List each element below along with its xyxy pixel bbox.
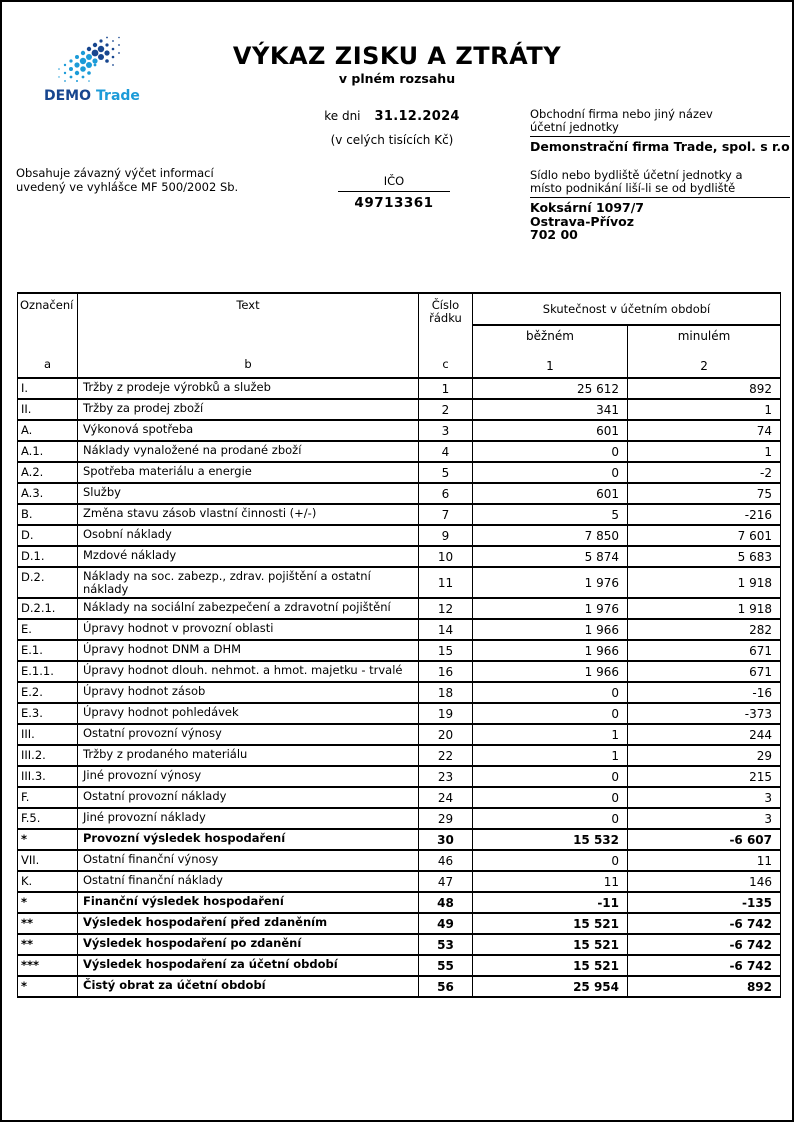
table-body [18,378,781,997]
table-row [18,871,781,892]
cell-line-number: 2 [419,399,473,420]
cell-designation: K. [18,871,78,892]
cell-current-period: 0 [473,703,628,724]
header-text-letter: b [244,357,252,371]
cell-designation: * [18,829,78,850]
cell-current-period: 0 [473,462,628,483]
cell-text: Ostatní provozní náklady [78,787,419,808]
header-designation-letter: a [43,357,52,371]
table-row [18,976,781,997]
header-previous-label: minulém [677,329,731,343]
cell-line-number: 12 [419,598,473,619]
cell-text: Úpravy hodnot v provozní oblasti [78,619,419,640]
cell-current-period: 11 [473,871,628,892]
cell-previous-period: 7 601 [628,525,781,546]
cell-previous-period: 146 [628,871,781,892]
address-lines [530,201,790,242]
cell-text: Výkonová spotřeba [78,420,419,441]
table-header [18,293,781,378]
cell-text: Tržby za prodej zboží [78,399,419,420]
cell-line-number: 19 [419,703,473,724]
cell-text: Výsledek hospodaření před zdaněním [78,913,419,934]
header-text-label: Text [236,298,260,312]
company-field [530,108,790,154]
cell-designation: * [18,892,78,913]
table-row [18,682,781,703]
cell-designation: III.3. [18,766,78,787]
cell-previous-period: -6 742 [628,934,781,955]
cell-previous-period: -2 [628,462,781,483]
cell-line-number: 53 [419,934,473,955]
table-row [18,483,781,504]
cell-text: Úpravy hodnot zásob [78,682,419,703]
cell-text: Jiné provozní výnosy [78,766,419,787]
cell-line-number: 15 [419,640,473,661]
company-label-line1: Obchodní firma nebo jiný název [530,107,713,121]
cell-current-period: 25 954 [473,976,628,997]
cell-current-period: 15 521 [473,934,628,955]
cell-current-period: 15 532 [473,829,628,850]
cell-line-number: 14 [419,619,473,640]
entity-info [530,108,790,242]
company-rule [530,136,790,137]
cell-designation: *** [18,955,78,976]
cell-current-period: 7 850 [473,525,628,546]
cell-current-period: 5 [473,504,628,525]
ico-block [338,174,450,211]
cell-line-number: 5 [419,462,473,483]
ico-label: IČO [338,174,450,192]
report-date-block [302,105,482,147]
header-designation [18,293,78,378]
cell-text: Spotřeba materiálu a energie [78,462,419,483]
cell-text: Výsledek hospodaření po zdanění [78,934,419,955]
cell-current-period: 1 966 [473,619,628,640]
logo-trade-text: Trade [96,88,140,104]
cell-current-period: 25 612 [473,378,628,399]
cell-previous-period: 671 [628,640,781,661]
cell-current-period: 0 [473,766,628,787]
cell-designation: II. [18,399,78,420]
table-row [18,640,781,661]
address-rule [530,197,790,198]
cell-previous-period: 282 [628,619,781,640]
cell-text: Úpravy hodnot DNM a DHM [78,640,419,661]
cell-designation: ** [18,934,78,955]
logo-wordmark [44,88,174,104]
header-previous-period [628,325,781,378]
cell-current-period: 341 [473,399,628,420]
cell-text: Tržby z prodeje výrobků a služeb [78,378,419,399]
cell-current-period: 1 976 [473,598,628,619]
cell-line-number: 6 [419,483,473,504]
header-current-number: 1 [546,359,554,373]
cell-line-number: 9 [419,525,473,546]
cell-current-period: 1 966 [473,640,628,661]
cell-designation: E.1. [18,640,78,661]
cell-designation: A.3. [18,483,78,504]
cell-designation: F.5. [18,808,78,829]
header-line-number-letter: c [442,357,449,371]
document-title: VÝKAZ ZISKU A ZTRÁTY [232,42,562,70]
cell-text: Jiné provozní náklady [78,808,419,829]
cell-designation: D.2. [18,567,78,598]
cell-line-number: 1 [419,378,473,399]
cell-current-period: 1 976 [473,567,628,598]
address-label-line1: Sídlo nebo bydliště účetní jednotky a [530,168,743,182]
cell-text: Úpravy hodnot dlouh. nehmot. a hmot. majetku - trvalé [78,661,419,682]
cell-previous-period: -6 742 [628,913,781,934]
cell-text: Náklady na sociální zabezpečení a zdravotní pojištění [78,598,419,619]
cell-designation: B. [18,504,78,525]
statutory-note-line2: uvedený ve vyhlášce MF 500/2002 Sb. [16,179,239,194]
cell-previous-period: 215 [628,766,781,787]
cell-previous-period: 1 [628,399,781,420]
statutory-note [16,167,238,194]
cell-designation: I. [18,378,78,399]
address-field [530,169,790,242]
cell-current-period: 5 874 [473,546,628,567]
cell-designation: III. [18,724,78,745]
cell-line-number: 16 [419,661,473,682]
cell-previous-period: 1 918 [628,598,781,619]
cell-text: Osobní náklady [78,525,419,546]
as-of-line [302,105,482,124]
table-row [18,913,781,934]
cell-current-period: 0 [473,808,628,829]
units-note: (v celých tisících Kč) [330,133,454,147]
cell-line-number: 20 [419,724,473,745]
cell-designation: ** [18,913,78,934]
cell-previous-period: 5 683 [628,546,781,567]
table-row [18,829,781,850]
cell-text: Výsledek hospodaření za účetní období [78,955,419,976]
cell-previous-period: 244 [628,724,781,745]
cell-line-number: 47 [419,871,473,892]
cell-previous-period: 74 [628,420,781,441]
cell-designation: E.3. [18,703,78,724]
company-label-line2: účetní jednotky [530,120,619,134]
cell-text: Finanční výsledek hospodaření [78,892,419,913]
cell-previous-period: -6 607 [628,829,781,850]
cell-previous-period: 29 [628,745,781,766]
cell-text: Čistý obrat za účetní období [78,976,419,997]
table-row [18,546,781,567]
cell-line-number: 23 [419,766,473,787]
table-row [18,525,781,546]
table-row [18,420,781,441]
cell-previous-period: 3 [628,787,781,808]
cell-designation: E.1.1. [18,661,78,682]
cell-text: Tržby z prodaného materiálu [78,745,419,766]
header-current-label: běžném [526,329,574,343]
cell-current-period: 1 [473,724,628,745]
table-row [18,766,781,787]
as-of-label: ke dni [324,109,361,123]
cell-line-number: 30 [419,829,473,850]
cell-current-period: 1 966 [473,661,628,682]
cell-current-period: 601 [473,483,628,504]
cell-previous-period: 3 [628,808,781,829]
cell-current-period: 0 [473,787,628,808]
table-row [18,504,781,525]
cell-previous-period: 892 [628,976,781,997]
cell-line-number: 18 [419,682,473,703]
as-of-date: 31.12.2024 [374,109,460,124]
header-actual-span: Skutečnost v účetním období [473,293,781,325]
cell-line-number: 7 [419,504,473,525]
cell-designation: E.2. [18,682,78,703]
cell-line-number: 3 [419,420,473,441]
header-text [78,293,419,378]
table-row [18,745,781,766]
table-row [18,955,781,976]
address-zip: 702 00 [530,227,578,242]
table-row [18,462,781,483]
cell-previous-period: 75 [628,483,781,504]
cell-line-number: 56 [419,976,473,997]
cell-line-number: 4 [419,441,473,462]
statutory-note-line1: Obsahuje závazný výčet informací [16,166,214,180]
header-current-period [473,325,628,378]
cell-text: Provozní výsledek hospodaření [78,829,419,850]
cell-text: Služby [78,483,419,504]
cell-previous-period: -373 [628,703,781,724]
address-street: Koksární 1097/7 [530,200,644,215]
cell-previous-period: 11 [628,850,781,871]
cell-current-period: -11 [473,892,628,913]
cell-previous-period: 671 [628,661,781,682]
cell-text: Změna stavu zásob vlastní činnosti (+/-) [78,504,419,525]
cell-previous-period: 892 [628,378,781,399]
table-row [18,399,781,420]
cell-line-number: 11 [419,567,473,598]
table-row [18,567,781,598]
cell-current-period: 15 521 [473,913,628,934]
cell-designation: A. [18,420,78,441]
table-row [18,850,781,871]
table-row [18,703,781,724]
table-row [18,598,781,619]
cell-line-number: 48 [419,892,473,913]
cell-previous-period: -16 [628,682,781,703]
cell-designation: III.2. [18,745,78,766]
cell-text: Náklady vynaložené na prodané zboží [78,441,419,462]
cell-text: Náklady na soc. zabezp., zdrav. pojištění a ostatní náklady [78,567,419,598]
table-row [18,808,781,829]
header-previous-number: 2 [700,359,708,373]
cell-line-number: 49 [419,913,473,934]
cell-line-number: 55 [419,955,473,976]
cell-line-number: 10 [419,546,473,567]
cell-previous-period: 1 918 [628,567,781,598]
cell-line-number: 46 [419,850,473,871]
cell-current-period: 0 [473,850,628,871]
cell-line-number: 24 [419,787,473,808]
cell-previous-period: -216 [628,504,781,525]
table-row [18,892,781,913]
cell-designation: * [18,976,78,997]
cell-current-period: 15 521 [473,955,628,976]
address-label-line2: místo podnikání liší-li se od bydliště [530,181,736,195]
cell-designation: D.2.1. [18,598,78,619]
cell-text: Úpravy hodnot pohledávek [78,703,419,724]
address-city: Ostrava-Přívoz [530,213,635,229]
cell-text: Ostatní provozní výnosy [78,724,419,745]
cell-current-period: 0 [473,441,628,462]
table-row [18,619,781,640]
cell-current-period: 1 [473,745,628,766]
logo-demo-text: DEMO [44,88,92,104]
cell-designation: A.1. [18,441,78,462]
cell-text: Ostatní finanční výnosy [78,850,419,871]
document-subtitle: v plném rozsahu [338,71,456,86]
cell-designation: D.1. [18,546,78,567]
cell-designation: VII. [18,850,78,871]
table-row [18,724,781,745]
table-row [18,787,781,808]
cell-line-number: 22 [419,745,473,766]
cell-designation: A.2. [18,462,78,483]
cell-line-number: 29 [419,808,473,829]
cell-previous-period: -6 742 [628,955,781,976]
cell-previous-period: 1 [628,441,781,462]
cell-designation: F. [18,787,78,808]
ico-value: 49713361 [354,195,434,211]
header-line-number [419,293,473,378]
cell-designation: E. [18,619,78,640]
table-row [18,934,781,955]
profit-loss-table [17,292,781,998]
header-line-number-label: Číslo řádku [429,298,462,325]
table-row [18,661,781,682]
table-row [18,441,781,462]
cell-previous-period: -135 [628,892,781,913]
table-row [18,378,781,399]
header-designation-label: Označení [20,298,74,312]
cell-text: Mzdové náklady [78,546,419,567]
cell-current-period: 0 [473,682,628,703]
cell-current-period: 601 [473,420,628,441]
cell-text: Ostatní finanční náklady [78,871,419,892]
company-name: Demonstrační firma Trade, spol. s r.o [530,139,790,154]
cell-designation: D. [18,525,78,546]
